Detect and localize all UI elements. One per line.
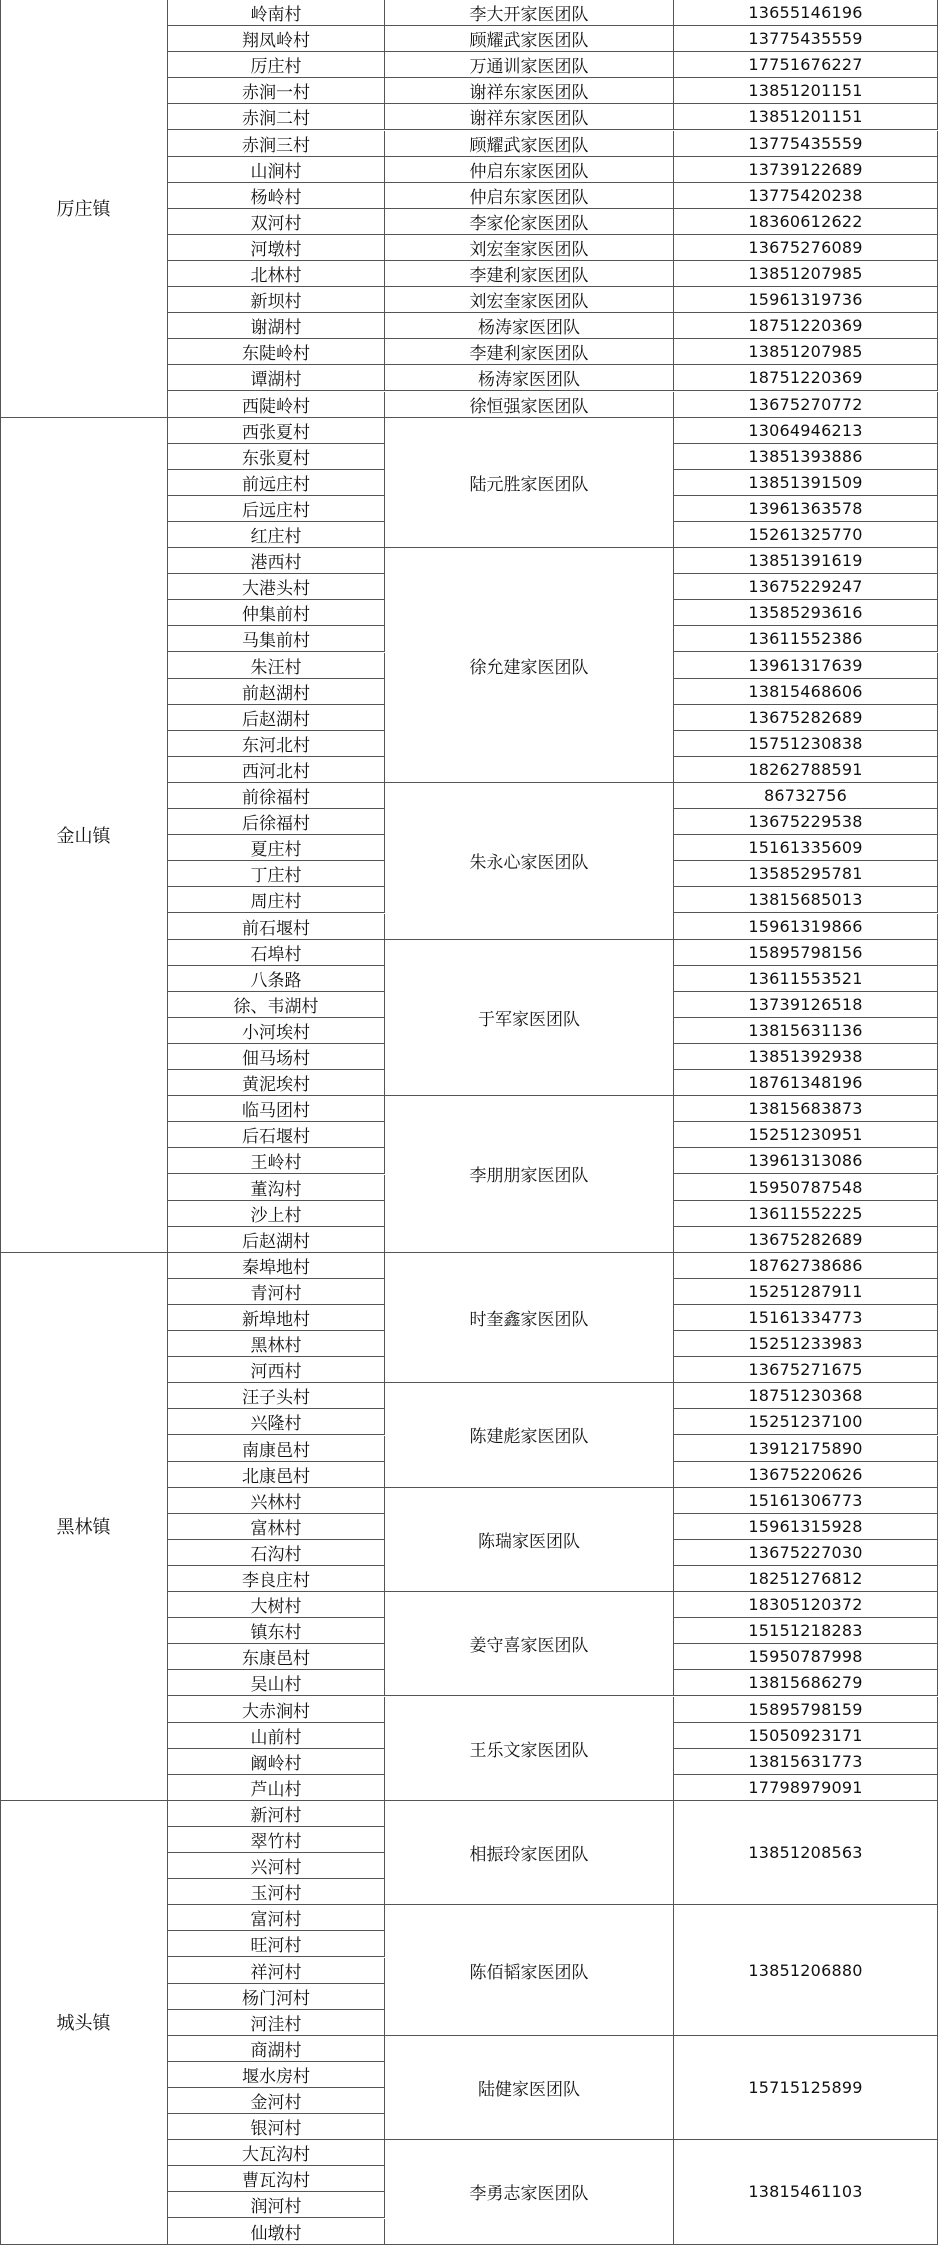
village-cell: 后赵湖村 [168,705,385,731]
team-cell: 谢祥东家医团队 [385,78,674,104]
village-cell: 前远庄村 [168,470,385,496]
phone-cell: 13851208563 [674,1801,938,1905]
village-cell: 前徐福村 [168,783,385,809]
team-cell: 杨涛家医团队 [385,313,674,339]
phone-cell: 13675270772 [674,392,938,418]
phone-cell: 13775435559 [674,131,938,157]
phone-cell: 13851207985 [674,261,938,287]
village-cell: 北林村 [168,261,385,287]
village-cell: 西河北村 [168,757,385,783]
phone-cell: 18751230368 [674,1383,938,1409]
village-cell: 岭南村 [168,0,385,26]
village-cell: 杨岭村 [168,183,385,209]
team-cell: 李建利家医团队 [385,261,674,287]
village-cell: 大树村 [168,1592,385,1618]
team-cell: 刘宏奎家医团队 [385,287,674,313]
team-cell: 顾耀武家医团队 [385,26,674,52]
team-cell: 朱永心家医团队 [385,783,674,940]
team-cell: 时奎鑫家医团队 [385,1253,674,1384]
phone-cell: 13775435559 [674,26,938,52]
village-cell: 临马团村 [168,1096,385,1122]
town-cell: 金山镇 [0,418,168,1253]
village-cell: 北康邑村 [168,1462,385,1488]
village-cell: 大瓦沟村 [168,2140,385,2166]
team-cell: 李勇志家医团队 [385,2140,674,2244]
phone-cell: 13851201151 [674,104,938,130]
phone-cell: 15151218283 [674,1618,938,1644]
team-cell: 李大开家医团队 [385,0,674,26]
phone-cell: 13611552225 [674,1201,938,1227]
phone-cell: 18305120372 [674,1592,938,1618]
phone-cell: 13851207985 [674,339,938,365]
phone-cell: 13815631773 [674,1749,938,1775]
village-cell: 青河村 [168,1279,385,1305]
phone-cell: 13815631136 [674,1018,938,1044]
team-cell: 万通训家医团队 [385,52,674,78]
village-cell: 东陡岭村 [168,339,385,365]
village-cell: 后赵湖村 [168,1227,385,1253]
village-cell: 港西村 [168,548,385,574]
phone-cell: 15751230838 [674,731,938,757]
phone-cell: 17751676227 [674,52,938,78]
village-cell: 河洼村 [168,2010,385,2036]
village-cell: 玉河村 [168,1879,385,1905]
village-cell: 石埠村 [168,940,385,966]
village-cell: 西陡岭村 [168,392,385,418]
village-cell: 河西村 [168,1357,385,1383]
village-cell: 夏庄村 [168,835,385,861]
village-cell: 赤涧三村 [168,131,385,157]
phone-cell: 18751220369 [674,313,938,339]
phone-cell: 15950787548 [674,1175,938,1201]
phone-cell: 15161334773 [674,1305,938,1331]
village-cell: 大港头村 [168,574,385,600]
village-cell: 后石堰村 [168,1122,385,1148]
village-cell: 黄泥埃村 [168,1070,385,1096]
town-cell: 城头镇 [0,1801,168,2245]
village-cell: 兴隆村 [168,1409,385,1435]
team-cell: 谢祥东家医团队 [385,104,674,130]
village-cell: 汪子头村 [168,1383,385,1409]
phone-cell: 13961313086 [674,1148,938,1174]
village-cell: 商湖村 [168,2036,385,2062]
village-cell: 新河村 [168,1801,385,1827]
phone-cell: 13815685013 [674,887,938,913]
village-cell: 丁庄村 [168,861,385,887]
village-cell: 谢湖村 [168,313,385,339]
phone-cell: 13851391619 [674,548,938,574]
phone-cell: 13851392938 [674,1044,938,1070]
team-cell: 刘宏奎家医团队 [385,235,674,261]
phone-cell: 15251230951 [674,1122,938,1148]
village-cell: 东河北村 [168,731,385,757]
phone-cell: 13585293616 [674,600,938,626]
phone-cell: 15950787998 [674,1644,938,1670]
village-cell: 兴河村 [168,1853,385,1879]
team-cell: 徐恒强家医团队 [385,392,674,418]
phone-cell: 13675220626 [674,1462,938,1488]
team-cell: 仲启东家医团队 [385,157,674,183]
village-cell: 厉庄村 [168,52,385,78]
village-cell: 马集前村 [168,626,385,652]
village-cell: 前赵湖村 [168,679,385,705]
team-cell: 陈建彪家医团队 [385,1383,674,1487]
phone-cell: 13739122689 [674,157,938,183]
village-cell: 黑林村 [168,1331,385,1357]
phone-cell: 13851393886 [674,444,938,470]
village-cell: 前石堰村 [168,914,385,940]
phone-cell: 15961319736 [674,287,938,313]
village-cell: 镇东村 [168,1618,385,1644]
phone-cell: 15251287911 [674,1279,938,1305]
phone-cell: 13851206880 [674,1905,938,2036]
village-cell: 石沟村 [168,1540,385,1566]
phone-cell: 13675229247 [674,574,938,600]
phone-cell: 15251237100 [674,1409,938,1435]
village-cell: 富河村 [168,1905,385,1931]
phone-cell: 15895798159 [674,1697,938,1723]
village-cell: 阚岭村 [168,1749,385,1775]
village-cell: 翔凤岭村 [168,26,385,52]
village-cell: 东张夏村 [168,444,385,470]
village-cell: 润河村 [168,2192,385,2218]
phone-cell: 13815461103 [674,2140,938,2244]
village-cell: 仲集前村 [168,600,385,626]
phone-cell: 18761348196 [674,1070,938,1096]
phone-cell: 13851391509 [674,470,938,496]
team-cell: 陈瑞家医团队 [385,1488,674,1592]
village-cell: 杨门河村 [168,1984,385,2010]
team-cell: 李家伦家医团队 [385,209,674,235]
village-cell: 赤涧二村 [168,104,385,130]
village-cell: 芦山村 [168,1775,385,1801]
phone-cell: 13775420238 [674,183,938,209]
village-cell: 吴山村 [168,1670,385,1696]
village-cell: 堰水房村 [168,2062,385,2088]
village-cell: 小河埃村 [168,1018,385,1044]
team-cell: 陈佰韬家医团队 [385,1905,674,2036]
phone-cell: 15161335609 [674,835,938,861]
village-cell: 后远庄村 [168,496,385,522]
village-cell: 新坝村 [168,287,385,313]
phone-cell: 18251276812 [674,1566,938,1592]
village-cell: 河墩村 [168,235,385,261]
village-cell: 李良庄村 [168,1566,385,1592]
village-cell: 仙墩村 [168,2219,385,2245]
team-cell: 陆元胜家医团队 [385,418,674,549]
phone-cell: 13851201151 [674,78,938,104]
village-cell: 南康邑村 [168,1436,385,1462]
village-cell: 东康邑村 [168,1644,385,1670]
phone-cell: 13064946213 [674,418,938,444]
phone-cell: 15161306773 [674,1488,938,1514]
team-cell: 姜守喜家医团队 [385,1592,674,1696]
phone-cell: 86732756 [674,783,938,809]
phone-cell: 18751220369 [674,365,938,391]
phone-cell: 15895798156 [674,940,938,966]
phone-cell: 13585295781 [674,861,938,887]
phone-cell: 13675229538 [674,809,938,835]
phone-cell: 13655146196 [674,0,938,26]
table-left-border [0,0,1,2245]
village-cell: 大赤涧村 [168,1697,385,1723]
phone-cell: 13675276089 [674,235,938,261]
phone-cell: 13611553521 [674,966,938,992]
team-cell: 王乐文家医团队 [385,1697,674,1801]
phone-cell: 15251233983 [674,1331,938,1357]
village-cell: 曹瓦沟村 [168,2166,385,2192]
village-cell: 八条路 [168,966,385,992]
village-cell: 秦埠地村 [168,1253,385,1279]
village-cell: 山前村 [168,1723,385,1749]
phone-cell: 18262788591 [674,757,938,783]
team-cell: 相振玲家医团队 [385,1801,674,1905]
village-cell: 双河村 [168,209,385,235]
village-cell: 银河村 [168,2114,385,2140]
team-cell: 于军家医团队 [385,940,674,1097]
village-cell: 祥河村 [168,1958,385,1984]
phone-cell: 13912175890 [674,1436,938,1462]
village-cell: 西张夏村 [168,418,385,444]
phone-cell: 15961319866 [674,914,938,940]
town-cell: 黑林镇 [0,1253,168,1801]
village-cell: 富林村 [168,1514,385,1540]
phone-cell: 13815686279 [674,1670,938,1696]
village-cell: 金河村 [168,2088,385,2114]
phone-cell: 13815468606 [674,679,938,705]
team-cell: 仲启东家医团队 [385,183,674,209]
team-cell: 陆健家医团队 [385,2036,674,2140]
village-cell: 董沟村 [168,1175,385,1201]
phone-cell: 13675227030 [674,1540,938,1566]
village-cell: 王岭村 [168,1148,385,1174]
phone-cell: 13739126518 [674,992,938,1018]
village-cell: 徐、韦湖村 [168,992,385,1018]
village-cell: 周庄村 [168,887,385,913]
village-cell: 佃马场村 [168,1044,385,1070]
team-cell: 杨涛家医团队 [385,365,674,391]
phone-cell: 13961363578 [674,496,938,522]
phone-cell: 13815683873 [674,1096,938,1122]
town-cell: 厉庄镇 [0,0,168,418]
phone-cell: 18762738686 [674,1253,938,1279]
village-cell: 新埠地村 [168,1305,385,1331]
team-cell: 李建利家医团队 [385,339,674,365]
phone-cell: 15715125899 [674,2036,938,2140]
village-cell: 山涧村 [168,157,385,183]
phone-cell: 18360612622 [674,209,938,235]
phone-cell: 13961317639 [674,653,938,679]
phone-cell: 13611552386 [674,626,938,652]
village-cell: 旺河村 [168,1931,385,1957]
team-cell: 顾耀武家医团队 [385,131,674,157]
team-cell: 李朋朋家医团队 [385,1096,674,1253]
phone-cell: 15050923171 [674,1723,938,1749]
village-cell: 谭湖村 [168,365,385,391]
village-cell: 沙上村 [168,1201,385,1227]
phone-cell: 13675282689 [674,1227,938,1253]
village-cell: 后徐福村 [168,809,385,835]
village-cell: 朱汪村 [168,653,385,679]
village-cell: 红庄村 [168,522,385,548]
phone-cell: 13675271675 [674,1357,938,1383]
phone-cell: 15261325770 [674,522,938,548]
village-cell: 赤涧一村 [168,78,385,104]
village-cell: 翠竹村 [168,1827,385,1853]
phone-cell: 13675282689 [674,705,938,731]
phone-cell: 15961315928 [674,1514,938,1540]
village-cell: 兴林村 [168,1488,385,1514]
phone-cell: 17798979091 [674,1775,938,1801]
team-cell: 徐允建家医团队 [385,548,674,783]
